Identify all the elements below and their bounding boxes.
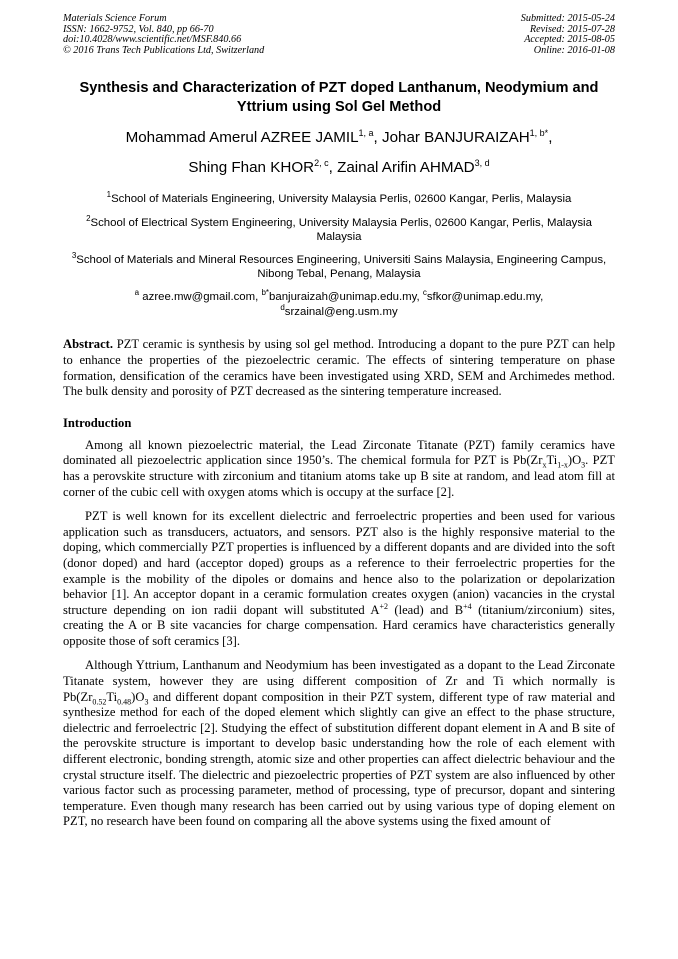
affiliation-number: 2 bbox=[86, 213, 91, 223]
affiliation-number: 3 bbox=[71, 251, 77, 261]
text-run: Ti bbox=[106, 689, 118, 704]
subscript: x bbox=[542, 460, 547, 470]
author-name: Mohammad Amerul AZREE JAMIL bbox=[125, 129, 359, 147]
text-run: )O bbox=[567, 453, 582, 468]
copyright: © 2016 Trans Tech Publications Ltd, Switzerland bbox=[63, 44, 265, 56]
affiliation-1 bbox=[63, 192, 615, 206]
journal-header bbox=[63, 14, 615, 56]
intro-paragraph-3 bbox=[63, 658, 615, 830]
abstract-text: PZT ceramic is synthesis by using sol gel method. Introducing a dopant to the pure PZT can help to enhance the properties of the piezoelectric ceramic. The effects of sintering temperature on phase formation, densification of the ceramics have been investigated using XRD, SEM and Archimedes method. The bulk density and porosity of PZT decreased as the sintering temperature increased. bbox=[63, 337, 615, 399]
section-heading-introduction: Introduction bbox=[63, 415, 132, 430]
superscript: +4 bbox=[463, 601, 472, 611]
doi: doi:10.4028/www.scientific.net/MSF.840.66 bbox=[63, 34, 242, 46]
text-run: Among all known piezoelectric material, the Lead Zirconate Titanate (PZT) family ceramics have dominated all piezoelectric application since 1950’s. The chemical formula for PZT is Pb(Zr bbox=[63, 437, 615, 468]
email-mark: d bbox=[280, 303, 285, 313]
email-mark: b* bbox=[261, 288, 270, 298]
subscript: 3 bbox=[144, 697, 149, 707]
affiliation-text: School of Materials Engineering, University Malaysia Perlis, 02600 Kangar, Perlis, Malaysia bbox=[111, 193, 572, 206]
author-affil-mark: 3, d bbox=[474, 158, 490, 169]
issn: ISSN: 1662-9752, Vol. 840, pp 66-70 bbox=[63, 23, 214, 35]
author-name: , Johar BANJURAIZAH bbox=[373, 129, 530, 147]
affiliation-3 bbox=[63, 253, 615, 281]
revised-date: Revised: 2015-07-28 bbox=[529, 23, 615, 35]
email: banjuraizah@unimap.edu.my, bbox=[269, 291, 423, 304]
email-mark: a bbox=[134, 288, 140, 298]
author-affil-mark: 2, c bbox=[314, 158, 329, 169]
text-run: Ti bbox=[546, 453, 558, 468]
affiliation-text: School of Electrical System Engineering, University Malaysia Perlis, 02600 Kangar, Perlis, Malaysia Malaysia bbox=[90, 216, 592, 243]
intro-paragraph-1 bbox=[63, 438, 615, 500]
superscript: +2 bbox=[379, 601, 388, 611]
intro-paragraph-2 bbox=[63, 509, 615, 649]
affiliation-text: School of Materials and Mineral Resources Engineering, Universiti Sains Malaysia, Engineering Campus, Nibong Tebal, Penang, Malaysia bbox=[76, 253, 607, 281]
text-run: . PZT has a perovskite structure with zirconium and titanium atoms take up B site at random, and lead atom fill at corner of the cubic cell with oxygen atoms which is occupy at the surface [2]. bbox=[63, 453, 616, 499]
text-run: )O bbox=[131, 689, 145, 704]
subscript: 1-x bbox=[557, 460, 568, 470]
accepted-date: Accepted: 2015-08-05 bbox=[524, 34, 615, 46]
online-date: Online: 2016-01-08 bbox=[533, 44, 615, 56]
email-mark: c bbox=[422, 288, 427, 298]
submitted-date: Submitted: 2015-05-24 bbox=[520, 13, 615, 24]
abstract bbox=[63, 337, 615, 399]
author-name: Shing Fhan KHOR bbox=[188, 159, 315, 177]
paper-page bbox=[63, 14, 615, 839]
affiliation-number: 1 bbox=[106, 190, 112, 200]
author-affil-mark: 1, b* bbox=[529, 128, 549, 139]
email: sfkor@unimap.edu.my, bbox=[426, 291, 544, 304]
paper-title: Synthesis and Characterization of PZT doped Lanthanum, Neodymium and Yttrium using Sol Gel Method bbox=[79, 80, 599, 116]
journal-name: Materials Science Forum bbox=[63, 13, 167, 24]
author-emails bbox=[63, 290, 615, 319]
author-name: , Zainal Arifin AHMAD bbox=[328, 159, 475, 177]
abstract-label: Abstract. bbox=[63, 337, 114, 352]
subscript: 0.48 bbox=[117, 697, 132, 707]
email: srzainal@eng.usm.my bbox=[284, 305, 398, 318]
text-run: (titanium/zirconium) sites, creating the A or B site vacancies for charge compensation. Hard ceramics have characteristics generally opposite those of soft ceramics [3]. bbox=[63, 602, 615, 648]
author-line-1 bbox=[63, 123, 615, 153]
author-affil-mark: 1, a bbox=[358, 128, 374, 139]
author-sep: , bbox=[548, 129, 553, 147]
email: azree.mw@gmail.com, bbox=[139, 291, 262, 304]
text-run: (lead) and B bbox=[387, 602, 464, 617]
text-run: PZT is well known for its excellent dielectric and ferroelectric properties and been used for various application such as transducers, actuators, and sensors. PZT also is the highly responsive material to the doping, which commercially PZT properties is influenced by a different dopants and are divided into the soft (donor doped) and hard (acceptor doped) groups as a reference to their ferroelectric properties for the example is the mobility of the dipoles or domains and hence also to the polarization or depolarization behavior [1]. An acceptor dopant in a ceramic formulation creates oxygen (anion) vacancies in the crystal structure depending on ion radii dopant will substituted A bbox=[63, 509, 615, 617]
affiliation-2 bbox=[63, 213, 615, 244]
subscript: 3 bbox=[581, 460, 586, 470]
journal-info bbox=[63, 14, 264, 56]
dates-info bbox=[521, 14, 615, 56]
author-list bbox=[63, 123, 615, 183]
subscript: 0.52 bbox=[92, 697, 107, 707]
author-line-2 bbox=[63, 153, 615, 183]
text-run: and different dopant composition in their PZT system, different type of raw material and synthesize method for each of the doped element which slightly can give an effect to the phase structure, dielectric and ferroelectric [2]. Studying the effect of substitution different dopant element in A and B site of the perovskite structure is important to develop basic understanding how the role of each element with different electronic, bonding strength, atomic size and other properties can affect dielectric behaviour and the crystal structure itself. The dielectric and piezoelectric properties of PZT system are also influenced by other various factor such as processing parameter, method of processing, type of precursor, dopant and sintering temperature. Even though many research has been carried out by using various type of doping element on PZT, no research have been found on comparing all the above systems using the fixed amount of bbox=[63, 689, 615, 829]
text-run: Although Yttrium, Lanthanum and Neodymium has been investigated as a dopant to the Lead Zirconate Titanate system, however they are using different composition of Zr and Ti which normally is Pb(Zr bbox=[63, 658, 615, 704]
